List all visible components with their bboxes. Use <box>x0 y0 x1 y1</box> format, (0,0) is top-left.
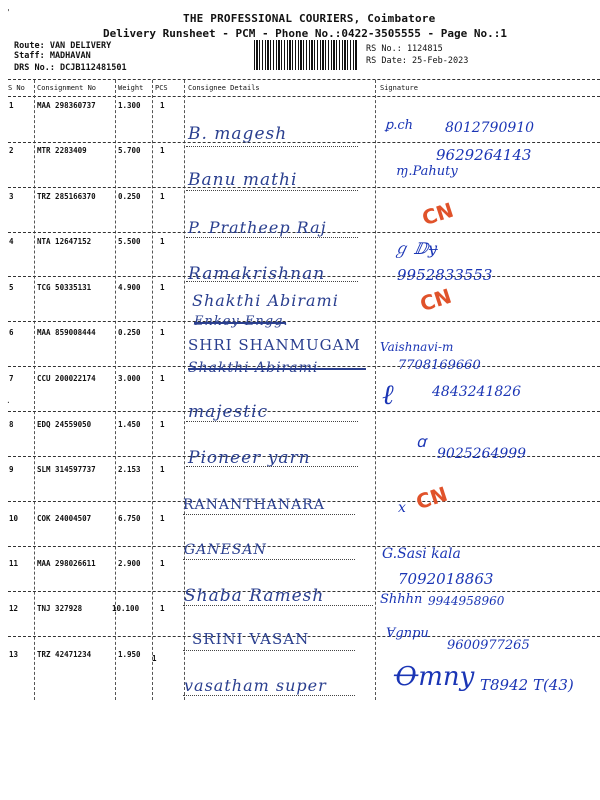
row-weight: 5.700 <box>118 146 141 155</box>
row-consignment: TNJ 327928 <box>37 604 83 613</box>
company-title: THE PROFESSIONAL COURIERS, Coimbatore <box>183 12 436 25</box>
cn-mark: CN <box>419 197 457 231</box>
signature-phone: 9629264143 <box>436 146 532 164</box>
name-underline <box>183 514 355 515</box>
signature-phone: 7708169660 <box>398 358 481 373</box>
row-rule <box>8 321 600 322</box>
row-weight: 6.750 <box>118 514 141 523</box>
drs-label: DRS No.: DCJB112481501 <box>14 63 127 73</box>
row-consignment: TRZ 42471234 <box>37 650 92 659</box>
row-weight: 1.300 <box>118 101 141 110</box>
signature-scribble: x <box>398 500 406 516</box>
col-divider <box>152 80 153 700</box>
row-rule <box>8 411 600 412</box>
cn-mark: CN <box>417 283 455 317</box>
runsheet-title: Delivery Runsheet - PCM - Phone No.:0422-3505555 - Page No.:1 <box>103 27 507 40</box>
row-consignment: SLM 314597737 <box>37 465 96 474</box>
handwritten-name: Pioneer yarn <box>188 448 311 468</box>
signature-phone: 8012790910 <box>445 120 535 136</box>
signature-phone: T8942 T(43) <box>480 676 574 694</box>
row-pcs: 1 <box>160 514 165 523</box>
row-pcs: 1 <box>160 328 165 337</box>
strikeout-line <box>194 322 286 324</box>
row-sno: 12 <box>9 604 19 613</box>
row-pcs: 1 <box>160 465 165 474</box>
handwritten-name: Shaba Ramesh <box>184 586 325 606</box>
col-sno: S No <box>8 84 25 92</box>
row-consignment: CCU 200022174 <box>37 374 96 383</box>
signature-scribble: Ꝋmny <box>394 662 475 692</box>
row-pcs: 1 <box>160 604 165 613</box>
handwritten-name: P. Pratheep Raj <box>188 218 327 237</box>
signature-phone: 9944958960 <box>428 594 505 608</box>
row-sno: 9 <box>9 465 14 474</box>
handwritten-name: vasatham super <box>184 676 327 695</box>
row-sno: 6 <box>9 328 14 337</box>
row-consignment: MTR 2283409 <box>37 146 87 155</box>
row-pcs: 1 <box>160 283 165 292</box>
col-divider <box>184 80 185 700</box>
name-underline <box>186 281 358 282</box>
row-weight: 4.900 <box>118 283 141 292</box>
row-weight: 10.100 <box>112 604 140 613</box>
row-weight: 2.900 <box>118 559 141 568</box>
signature-scribble: ℓ <box>382 378 394 411</box>
cn-mark: CN <box>413 481 451 515</box>
handwritten-name: Shakthi Abirami <box>192 291 339 310</box>
row-pcs: 1 <box>160 559 165 568</box>
signature-name: G.Sasi kala <box>382 546 461 562</box>
col-pcs: PCS <box>155 84 168 92</box>
table-top-rule <box>8 79 600 80</box>
handwritten-name: Shakthi Abirami <box>188 360 319 376</box>
handwritten-name: B. magesh <box>188 124 288 144</box>
row-weight: 0.250 <box>118 328 141 337</box>
row-weight: 1.450 <box>118 420 141 429</box>
row-consignment: NTA 12647152 <box>37 237 92 246</box>
row-sno: 8 <box>9 420 14 429</box>
row-weight: 2.153 <box>118 465 141 474</box>
signature-scribble: Shhhn <box>380 592 423 607</box>
route-label: Route: VAN DELIVERY <box>14 41 112 51</box>
name-underline <box>186 190 358 191</box>
row-pcs: 1 <box>160 374 165 383</box>
signature-scribble: Ɐgnpu <box>386 626 429 641</box>
row-sno: 10 <box>9 514 19 523</box>
col-consignment: Consignment No <box>37 84 97 92</box>
row-weight: 3.000 <box>118 374 141 383</box>
strikeout-text: Enkey Engg. <box>194 314 289 329</box>
row-consignment: MAA 298360737 <box>37 101 96 110</box>
row-sno: 7 <box>9 374 14 383</box>
row-consignment: MAA 298026611 <box>37 559 96 568</box>
row-sno: 2 <box>9 146 14 155</box>
name-underline <box>186 421 358 422</box>
row-pcs: 1 <box>160 101 165 110</box>
col-divider <box>375 80 376 700</box>
row-sno: 11 <box>9 559 19 568</box>
name-underline <box>183 605 373 606</box>
name-underline <box>186 466 358 467</box>
signature-phone: 9952833553 <box>397 266 493 284</box>
name-underline <box>186 146 358 147</box>
signature-scribble: ℊ ⅅɏ <box>393 239 438 258</box>
row-sno: 5 <box>9 283 14 292</box>
handwritten-name: Ramakrishnan <box>188 264 326 284</box>
row-pcs: 1 <box>160 420 165 429</box>
name-underline <box>183 559 355 560</box>
signature-phone: 9025264999 <box>437 446 527 462</box>
row-consignment: COK 24004507 <box>37 514 92 523</box>
staff-label: Staff: MADHAVAN <box>14 51 91 61</box>
handwritten-name: SHRI SHANMUGAM <box>188 336 361 354</box>
rs-date: RS Date: 25-Feb-2023 <box>366 56 469 66</box>
row-weight: 5.500 <box>118 237 141 246</box>
handwritten-name: Banu mathi <box>188 170 298 190</box>
name-underline <box>186 237 358 238</box>
name-underline <box>183 650 355 651</box>
margin-mark: · <box>6 398 11 407</box>
col-details: Consignee Details <box>188 84 260 92</box>
col-weight: Weight <box>118 84 144 92</box>
row-pcs: 1 <box>160 237 165 246</box>
row-sno: 4 <box>9 237 14 246</box>
signature-phone: 9600977265 <box>447 638 530 653</box>
row-pcs: 1 <box>160 192 165 201</box>
col-divider <box>34 80 35 700</box>
row-rule <box>8 546 600 547</box>
table-header-rule <box>8 96 600 97</box>
strikeout-line <box>188 368 366 370</box>
row-rule <box>8 187 600 188</box>
name-underline <box>183 695 355 696</box>
signature-scribble: ɱ.Pahuty <box>396 164 458 179</box>
row-consignment: MAA 859008444 <box>37 328 96 337</box>
col-signature: Signature <box>380 84 418 92</box>
row-weight: 1.950 <box>118 650 141 659</box>
signature-scribble: ꝑ.ch <box>385 118 414 133</box>
handwritten-name: majestic <box>188 402 269 422</box>
row-weight: 0.250 <box>118 192 141 201</box>
handwritten-name: SRINI VASAN <box>192 630 310 648</box>
row-pcs: 1 <box>160 146 165 155</box>
margin-mark: ' <box>6 8 11 17</box>
signature-scribble: ꭤ <box>416 432 426 451</box>
row-consignment: TRZ 285166370 <box>37 192 96 201</box>
barcode <box>254 40 358 70</box>
row-sno: 3 <box>9 192 14 201</box>
handwritten-name: RANANTHANARA <box>183 497 325 513</box>
row-consignment: EDQ 24559050 <box>37 420 92 429</box>
signature-phone: 4843241826 <box>432 384 522 400</box>
signature-name: Vaishnavi-m <box>380 340 454 354</box>
row-consignment: TCG 50335131 <box>37 283 92 292</box>
signature-phone: 7092018863 <box>398 570 494 588</box>
row-rule <box>8 142 600 143</box>
rs-number: RS No.: 1124815 <box>366 44 443 54</box>
row-sno: 1 <box>9 101 14 110</box>
row-sno: 13 <box>9 650 19 659</box>
row-pcs: 1 <box>152 654 157 663</box>
handwritten-name: GANESAN <box>184 542 267 558</box>
